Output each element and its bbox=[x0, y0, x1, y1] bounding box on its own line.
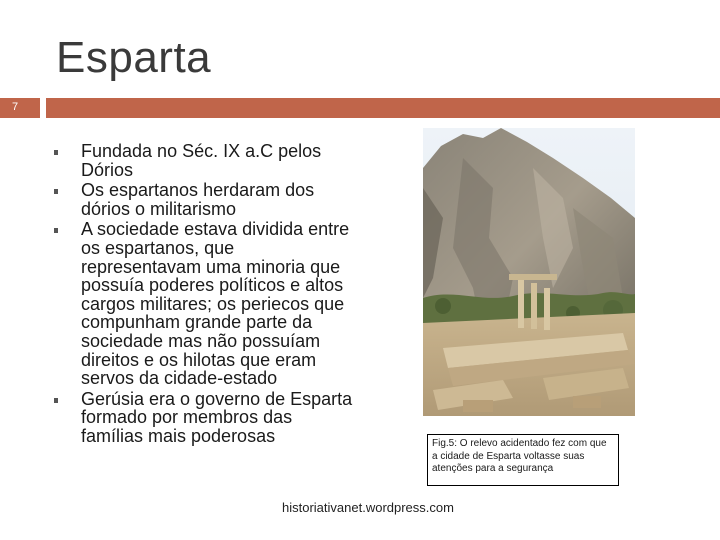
delphi-ruins-photo bbox=[423, 128, 635, 416]
bullet-list bbox=[54, 142, 354, 448]
figure-caption: Fig.5: O relevo acidentado fez com que a cidade de Esparta voltasse suas atenções para a segurança bbox=[427, 434, 619, 486]
header-bar-left bbox=[0, 98, 40, 118]
bullet-text: A sociedade estava dividida entre os espartanos, que representavam uma minoria que possuía poderes políticos e altos cargos militares; os periecos que compunham grande parte da sociedade mas não possuíam direitos e os hilotas que eram servos da cidade-estado bbox=[81, 219, 350, 389]
bullet-text: Os espartanos herdaram dos dórios o militarismo bbox=[81, 180, 315, 219]
slide-number: 7 bbox=[12, 101, 19, 113]
bullet-item bbox=[54, 390, 354, 446]
bullet-marker-icon bbox=[54, 189, 58, 194]
bullet-item bbox=[54, 220, 354, 387]
bullet-marker-icon bbox=[54, 228, 58, 233]
bullet-text: Gerúsia era o governo de Esparta formado por membros das famílias mais poderosas bbox=[81, 388, 353, 446]
bullet-marker-icon bbox=[54, 398, 58, 403]
bullet-text: Fundada no Séc. IX a.C pelos Dórios bbox=[81, 141, 322, 180]
bullet-item bbox=[54, 181, 354, 218]
bullet-marker-icon bbox=[54, 150, 58, 155]
bullet-item bbox=[54, 142, 354, 179]
header-bar-right bbox=[46, 98, 720, 118]
slide-title: Esparta bbox=[56, 33, 212, 82]
source-credit: historiativanet.wordpress.com bbox=[282, 500, 454, 515]
